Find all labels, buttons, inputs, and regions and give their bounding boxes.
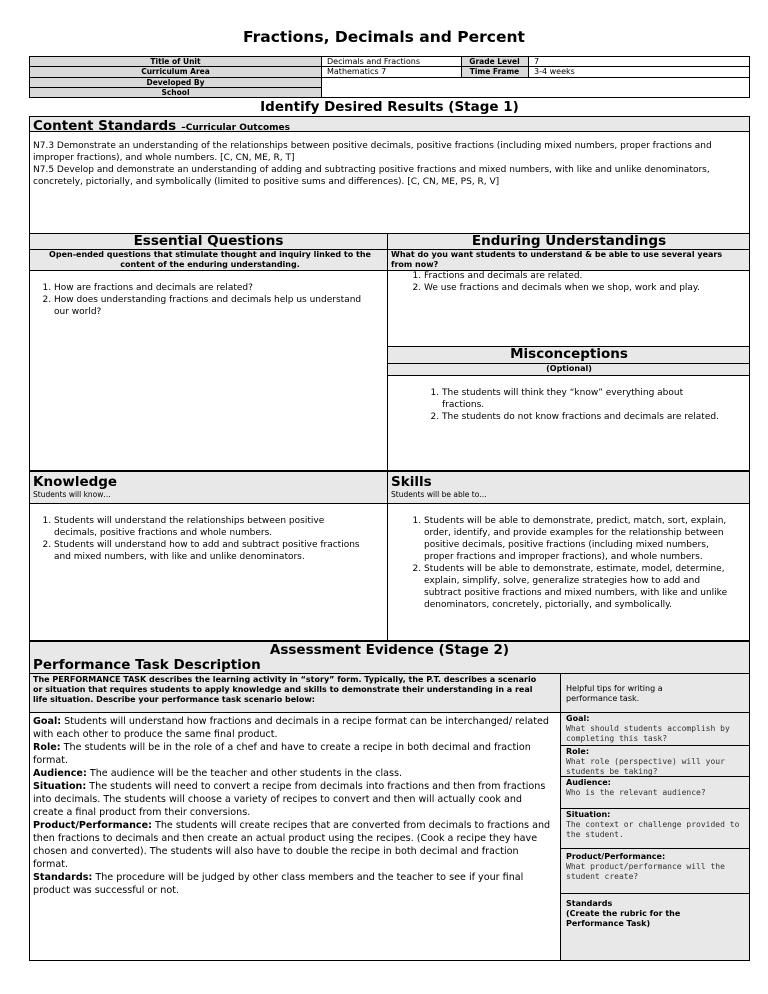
knowledge-list bbox=[32, 515, 367, 563]
task-audience: Audience: The audience will be the teacher and other students in the class. bbox=[33, 768, 403, 779]
enduring-understandings-heading: Enduring Understandings bbox=[471, 233, 667, 249]
tip-audience: Audience: Who is the relevant audience? bbox=[566, 778, 706, 797]
list-item: 1. Students will understand the relationships between positive decimals, positive fractions and whole numbers. bbox=[54, 515, 367, 539]
list-item: 2. The students do not know fractions and decimals are related. bbox=[442, 411, 720, 423]
title-of-unit-label: Title of Unit bbox=[150, 57, 201, 66]
list-item: 2. Students will understand how to add and subtract positive fractions and mixed numbers, with like and unlike denominators. bbox=[54, 539, 367, 563]
school-label: School bbox=[161, 88, 190, 97]
page-title: Fractions, Decimals and Percent bbox=[243, 28, 525, 46]
list-item: 2. We use fractions and decimals when we shop, work and play. bbox=[424, 282, 722, 294]
essential-questions-list bbox=[32, 282, 377, 318]
misconceptions-heading: Misconceptions bbox=[510, 346, 628, 362]
time-frame-value: 3-4 weeks bbox=[534, 67, 575, 76]
enduring-understandings-sub: What do you want students to understand & be able to use several years from now? bbox=[391, 250, 723, 269]
skills-heading: Skills bbox=[391, 474, 432, 490]
content-standards-text bbox=[33, 140, 745, 188]
tip-goal: Goal: What should students accomplish by completing this task? bbox=[566, 714, 730, 743]
tip-role: Role: What role (perspective) will your students be taking? bbox=[566, 747, 725, 776]
knowledge-sub: Students will know… bbox=[33, 490, 111, 499]
knowledge-heading: Knowledge bbox=[33, 474, 118, 490]
list-item: 2. How does understanding fractions and decimals help us understand our world? bbox=[54, 294, 377, 318]
tip-product: Product/Performance: What product/performance will the student create? bbox=[566, 852, 725, 881]
essential-questions-sub: Open-ended questions that stimulate thought and inquiry linked to the content of the enduring understanding. bbox=[49, 250, 371, 269]
list-item: 1. Students will be able to demonstrate, predict, match, sort, explain, order, identify, and provide examples for the relationship between positive decimals, positive fractions (including mixed numbers, proper fractions and improper fractions), and whole numbers. bbox=[424, 515, 732, 563]
list-item: 2. Students will be able to demonstrate, estimate, model, determine, explain, simplify, solve, generalize strategies how to add and subtract positive fractions and mixed numbers, with like and unlike denominators, concretely, pictorially, and symbolically. bbox=[424, 563, 732, 611]
essential-questions-heading: Essential Questions bbox=[133, 233, 284, 249]
list-item: 1. The students will think they “know” everything about fractions. bbox=[442, 387, 720, 411]
misconceptions-list bbox=[420, 387, 720, 423]
stage1-heading: Identify Desired Results (Stage 1) bbox=[260, 99, 519, 115]
curriculum-area-value: Mathematics 7 bbox=[327, 67, 387, 76]
tip-situation: Situation: The context or challenge provided to the student. bbox=[566, 810, 740, 839]
enduring-understandings-list bbox=[402, 270, 722, 294]
performance-task-sub: The PERFORMANCE TASK describes the learning activity in “story” form. Typically, the P.T. describes a scenario or situation that requires students to apply knowledge and skills to demonstrate their understanding in a real life situation. Describe your performance task scenario below: bbox=[33, 675, 537, 704]
standard-n7-5: N7.5 Develop and demonstrate an understanding of adding and subtracting positive fractions and mixed numbers, with like and unlike denominators, concretely, pictorially, and symbolically (limited to positive sums and differences). [C, CN, ME, PS, R, V] bbox=[33, 165, 710, 187]
grade-level-label: Grade Level bbox=[469, 57, 520, 66]
standard-n7-3: N7.3 Demonstrate an understanding of the relationships between positive decimals, positive fractions (including mixed numbers, proper fractions and improper fractions), and whole numbers. [C, CN, ME, R, T] bbox=[33, 141, 712, 163]
stage2-heading: Assessment Evidence (Stage 2) bbox=[269, 642, 510, 658]
task-product: Product/Performance: The students will create recipes that are converted from decimals to fractions and then fractions to decimals and then create an actual product using the recipes. (Cook a recipe they have chosen and converted). The students will also have to double the recipe in both decimal and fraction format. bbox=[33, 820, 551, 870]
performance-task-heading: Performance Task Description bbox=[33, 657, 261, 673]
task-role: Role: The students will be in the role of a chef and have to create a recipe in both decimal and fraction format. bbox=[33, 742, 531, 766]
developed-by-label: Developed By bbox=[146, 78, 205, 87]
list-item: 1. How are fractions and decimals are related? bbox=[54, 282, 377, 294]
task-situation: Situation: The students will need to convert a recipe from decimals into fractions and then from fractions into decimals. The students will choose a variety of recipes to convert and then will actually cook and create a final product from their conversions. bbox=[33, 781, 546, 818]
title-of-unit-value: Decimals and Fractions bbox=[327, 57, 421, 66]
skills-list bbox=[402, 515, 732, 611]
time-frame-label: Time Frame bbox=[469, 67, 520, 76]
tips-heading: Helpful tips for writing a performance task. bbox=[566, 684, 663, 703]
curriculum-area-label: Curriculum Area bbox=[141, 67, 210, 76]
performance-task-text bbox=[33, 715, 553, 897]
task-standards: Standards: The procedure will be judged by other class members and the teacher to see if your final product was successful or not. bbox=[33, 872, 524, 896]
content-standards-heading: Content Standards –Curricular Outcomes bbox=[33, 118, 290, 134]
task-goal: Goal: Students will understand how fractions and decimals in a recipe format can be interchanged/ related with each other to produce the same final product. bbox=[33, 716, 549, 740]
misconceptions-sub: (Optional) bbox=[546, 364, 592, 373]
list-item: 1. Fractions and decimals are related. bbox=[424, 270, 722, 282]
tip-standards: Standards (Create the rubric for the Performance Task) bbox=[566, 899, 681, 928]
grade-level-value: 7 bbox=[534, 57, 540, 66]
skills-sub: Students will be able to… bbox=[391, 490, 487, 499]
